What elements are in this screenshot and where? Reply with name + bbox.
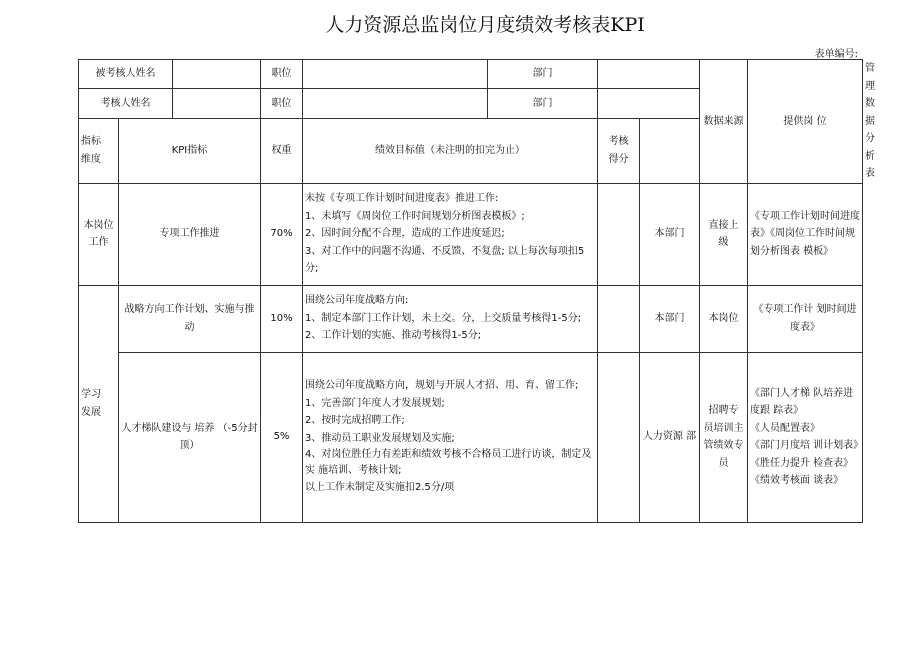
weight-cell: 10% bbox=[261, 285, 303, 352]
department-value-2[interactable] bbox=[598, 89, 700, 118]
dimension-cell: 本岗位工作 bbox=[79, 183, 119, 285]
provider-cell: 本岗位 bbox=[700, 285, 748, 352]
position-label-1: 职位 bbox=[261, 60, 303, 89]
provider-cell: 直接上 级 bbox=[700, 183, 748, 285]
target-cell bbox=[303, 183, 598, 285]
score-cell[interactable] bbox=[598, 352, 640, 522]
dimension-cell: 学习 发展 bbox=[79, 285, 119, 522]
score-header: 考核 得分 bbox=[598, 118, 640, 183]
department-label-1: 部门 bbox=[488, 60, 598, 89]
assessor-name-value[interactable] bbox=[173, 89, 261, 118]
kpi-cell: 专项工作推进 bbox=[119, 183, 261, 285]
position-value-1[interactable] bbox=[303, 60, 488, 89]
analysis-line: 《部门人才梯 队培养进度跟 踪表》 bbox=[750, 387, 854, 416]
target-line: 1、未填写《周岗位工作时间规划分析图表模板》; bbox=[305, 210, 525, 222]
assessee-name-value[interactable] bbox=[173, 60, 261, 89]
target-line: 围绕公司年度战略方向: bbox=[305, 295, 409, 307]
data-source-cell: 本部门 bbox=[640, 285, 700, 352]
assessee-name-label: 被考核人姓名 bbox=[79, 60, 173, 89]
data-source-cell: 本部门 bbox=[640, 183, 700, 285]
target-line: 2、按时完成招聘工作; bbox=[305, 415, 405, 427]
position-label-2: 职位 bbox=[261, 89, 303, 118]
analysis-cell: 《专项工作计划时间进度表》《周岗位工作时间规划分析图表 模板》 bbox=[748, 183, 863, 285]
page-title: 人力资源总监岗位月度绩效考核表KPI bbox=[325, 14, 645, 36]
assessor-name-label: 考核人姓名 bbox=[79, 89, 173, 118]
analysis-line: 《人员配置表》 bbox=[750, 422, 820, 434]
weight-cell: 5% bbox=[261, 352, 303, 522]
target-line: 2、工作计划的实施、推动考核得1-5分; bbox=[305, 330, 482, 342]
department-label-2: 部门 bbox=[488, 89, 598, 118]
analysis-cell: 《专项工作计 划时间进度表》 bbox=[748, 285, 863, 352]
target-line: 1、制定本部门工作计划，未上交。分，上交质量考核得1-5分; bbox=[305, 312, 582, 324]
target-line: 围绕公司年度战略方向，规划与开展人才招、用、育、留工作; bbox=[305, 380, 579, 392]
target-line: 4、对岗位胜任力有差距和绩效考核不合格员工进行访谈，制定及实 施培训、考核计划; bbox=[305, 449, 592, 477]
department-value-1[interactable] bbox=[598, 60, 700, 89]
analysis-line: 《胜任力提升 检查表》 bbox=[750, 457, 854, 469]
position-value-2[interactable] bbox=[303, 89, 488, 118]
target-line: 1、完善部门年度人才发展规划; bbox=[305, 397, 445, 409]
data-source-cell: 人力资源 部 bbox=[640, 352, 700, 522]
analysis-line: 《部门月度培 训计划表》 bbox=[750, 440, 864, 451]
target-line: 未按《专项工作计划时间进度表》推进工作: bbox=[305, 193, 499, 205]
target-cell bbox=[303, 285, 598, 352]
analysis-line: 《绩效考核面 谈表》 bbox=[750, 475, 844, 486]
dimension-header: 指标 维度 bbox=[79, 118, 119, 183]
weight-header: 权重 bbox=[261, 118, 303, 183]
target-cell bbox=[303, 352, 598, 522]
kpi-header: KPI指标 bbox=[119, 118, 261, 183]
data-source-header: 数据来源 bbox=[700, 60, 748, 184]
kpi-cell: 人才梯队建设与 培养 （-5分封顶） bbox=[119, 352, 261, 522]
target-header: 绩效目标值（未注明的扣完为止） bbox=[303, 118, 598, 183]
target-line: 以上工作未制定及实施扣2.5分/项 bbox=[305, 482, 455, 494]
provider-cell: 招聘专 员培训主 管绩效专 员 bbox=[700, 352, 748, 522]
kpi-table: 被考核人姓名 职位 部门 数据来源 提供岗 位 管理数据分析 表 考核人姓名 职位 部门 指标 维度 KPI指标 权重 绩效目标值（未注明的扣完为止） 考核 得分 本岗位工作 专项工作推进 70% 未按《专项工作计划时间进度表》推进工作: 1、未填写《周岗位工作时间规划分析图表模板》; 2、因时间分配不合理，造成的工作进度延迟; 3、对工作中的问题不沟通、不反馈、不复盘; 以上每次每项扣5分; 本部门 直接上 级 《专项工作计划时间进度表》《周岗位工作时间规划分析图表 模板》 学习 发展 战略方向工作计划、实施与推动 10% 围绕公司年度战略方向: 1、制定本部门工作计划，未上交。分，上交质量考核得1-5分; 2、工作计划的实施、推动考核得1-5分; 本部门 本岗位 《专项工作计 划时间进度表》 人才梯队建设与 培养 （-5分封顶） 5% 围绕公司年度战略方向，规划与开展人才招、用、育、留工作; 1、完善部门年度人才发展规划; 2、按时完成招聘工作; 3、推动员工职业发展规划及实施; 4、对岗位胜任力有差距和绩效考核不合格员工进行访谈，制定及实 施培训、考核计划; 以上工作未制定及实施扣2.5分/项 人力资源 部 招聘专 员培训主 管绩效专 员 《部门人才梯 队培养进度跟 踪表》 《人员配置表》 《部门月度培 训计划表》 《胜任力提升 检查表》 《绩效考核面 谈表》 bbox=[78, 59, 863, 523]
kpi-cell: 战略方向工作计划、实施与推动 bbox=[119, 285, 261, 352]
form-number-label: 表单编号: bbox=[814, 49, 858, 60]
score-cell[interactable] bbox=[598, 285, 640, 352]
target-line: 3、推动员工职业发展规划及实施; bbox=[305, 432, 455, 444]
target-line: 3、对工作中的问题不沟通、不反馈、不复盘; 以上每次每项扣5分; bbox=[305, 245, 585, 275]
target-line: 2、因时间分配不合理，造成的工作进度延迟; bbox=[305, 228, 505, 240]
analysis-cell bbox=[748, 352, 863, 522]
weight-cell: 70% bbox=[261, 183, 303, 285]
provider-header: 提供岗 位 bbox=[748, 60, 863, 184]
score-cell[interactable] bbox=[598, 183, 640, 285]
